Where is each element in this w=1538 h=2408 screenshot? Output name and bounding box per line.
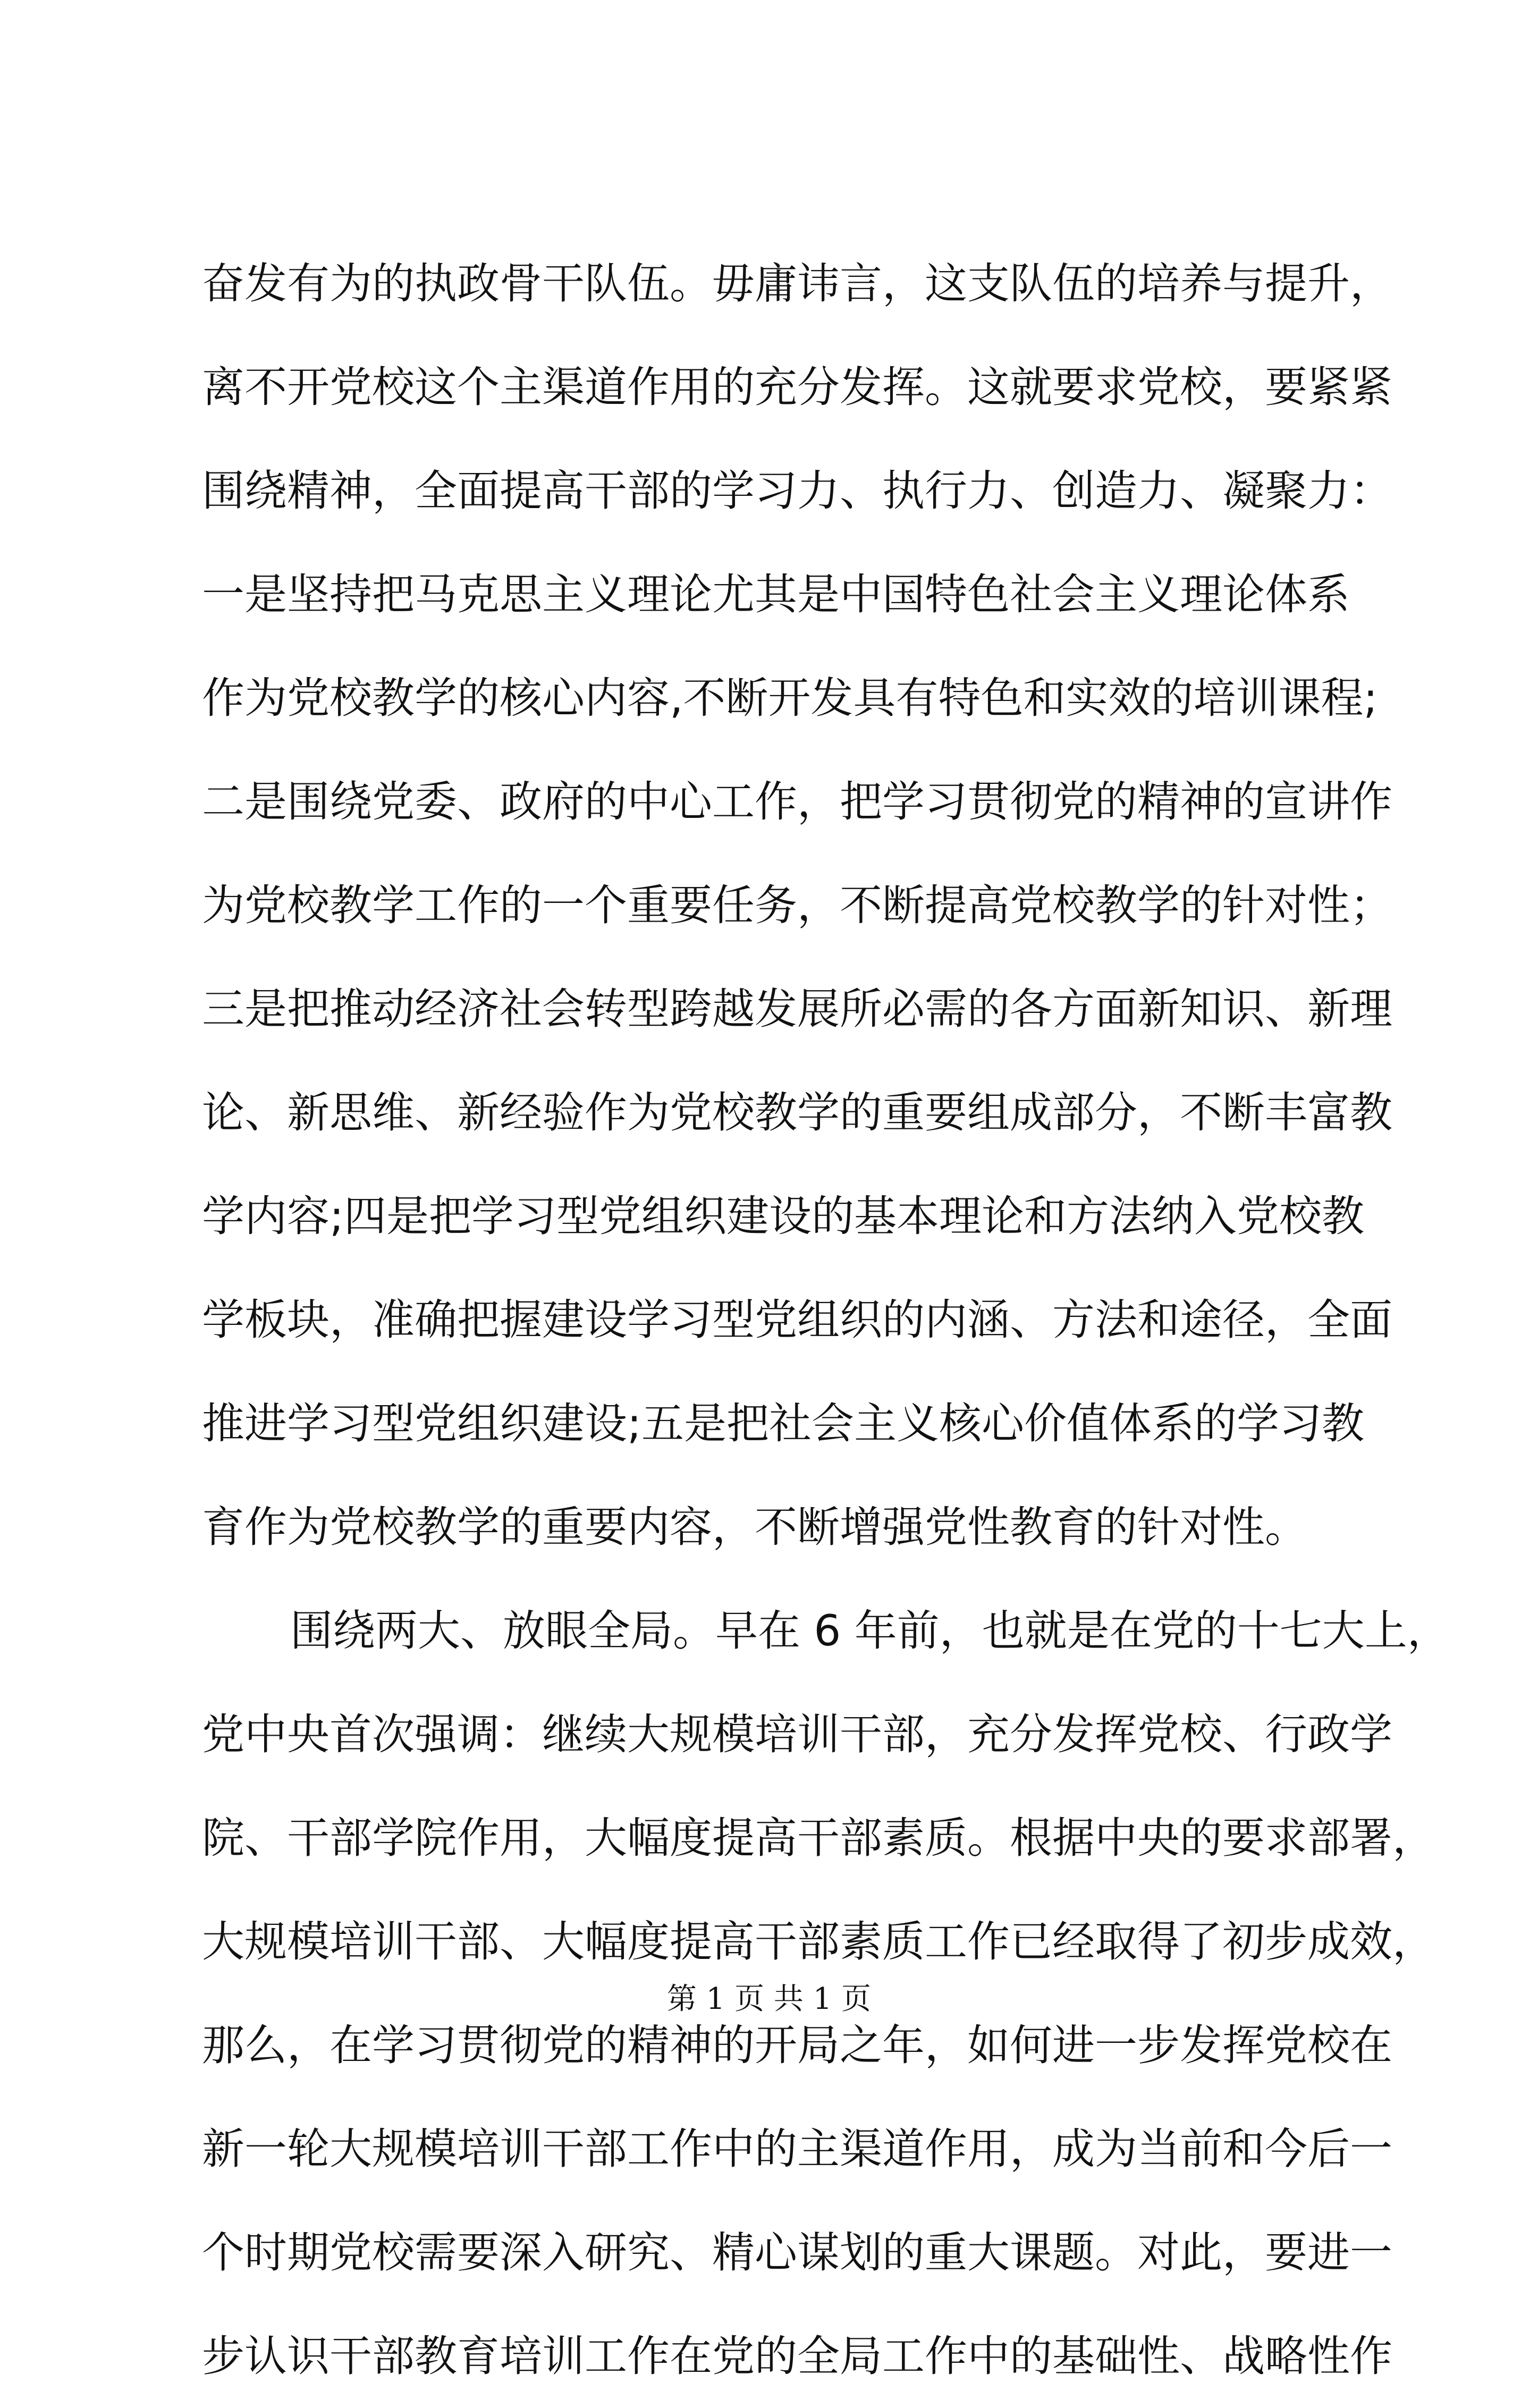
text-line: 院、干部学院作用，大幅度提高干部素质。根据中央的要求部署， [202, 1813, 1435, 1863]
text-line: 二是围绕党委、政府的中心工作，把学习贯彻党的精神的宣讲作 [202, 777, 1392, 826]
text-line: 学板块，准确把握建设学习型党组织的内涵、方法和途径，全面 [202, 1295, 1392, 1345]
text-line: 步认识干部教育培训工作在党的全局工作中的基础性、战略性作 [202, 2331, 1392, 2381]
text-line: 论、新思维、新经验作为党校教学的重要组成部分，不断丰富教 [202, 1088, 1392, 1137]
text-line: 围绕两大、放眼全局。早在 6 年前，也就是在党的十七大上， [290, 1606, 1450, 1655]
text-line: 作为党校教学的核心内容,不断开发具有特色和实效的培训课程; [202, 673, 1378, 723]
text-line: 奋发有为的执政骨干队伍。毋庸讳言，这支队伍的培养与提升， [202, 259, 1392, 308]
text-line: 大规模培训干部、大幅度提高干部素质工作已经取得了初步成效， [202, 1917, 1435, 1966]
text-line: 那么，在学习贯彻党的精神的开局之年，如何进一步发挥党校在 [202, 2021, 1392, 2070]
text-line: 个时期党校需要深入研究、精心谋划的重大课题。对此，要进一 [202, 2228, 1392, 2277]
page-number-label: 第 1 页 共 1 页 [666, 1982, 872, 2016]
text-line: 推进学习型党组织建设;五是把社会主义核心价值体系的学习教 [202, 1399, 1364, 1448]
text-line: 三是把推动经济社会转型跨越发展所必需的各方面新知识、新理 [202, 984, 1392, 1034]
page-footer [0, 1978, 1538, 2021]
text-line: 一是坚持把马克思主义理论尤其是中国特色社会主义理论体系 [202, 570, 1350, 619]
text-line: 育作为党校教学的重要内容，不断增强党性教育的针对性。 [202, 1502, 1307, 1552]
body-text [202, 232, 1450, 2408]
text-line: 新一轮大规模培训干部工作中的主渠道作用，成为当前和今后一 [202, 2124, 1392, 2174]
text-line: 为党校教学工作的一个重要任务，不断提高党校教学的针对性； [202, 881, 1392, 930]
text-line: 党中央首次强调：继续大规模培训干部，充分发挥党校、行政学 [202, 1710, 1392, 1759]
text-line: 离不开党校这个主渠道作用的充分发挥。这就要求党校，要紧紧 [202, 362, 1392, 412]
text-line: 学内容;四是把学习型党组织建设的基本理论和方法纳入党校教 [202, 1192, 1364, 1241]
text-line: 围绕精神，全面提高干部的学习力、执行力、创造力、凝聚力： [202, 466, 1392, 516]
